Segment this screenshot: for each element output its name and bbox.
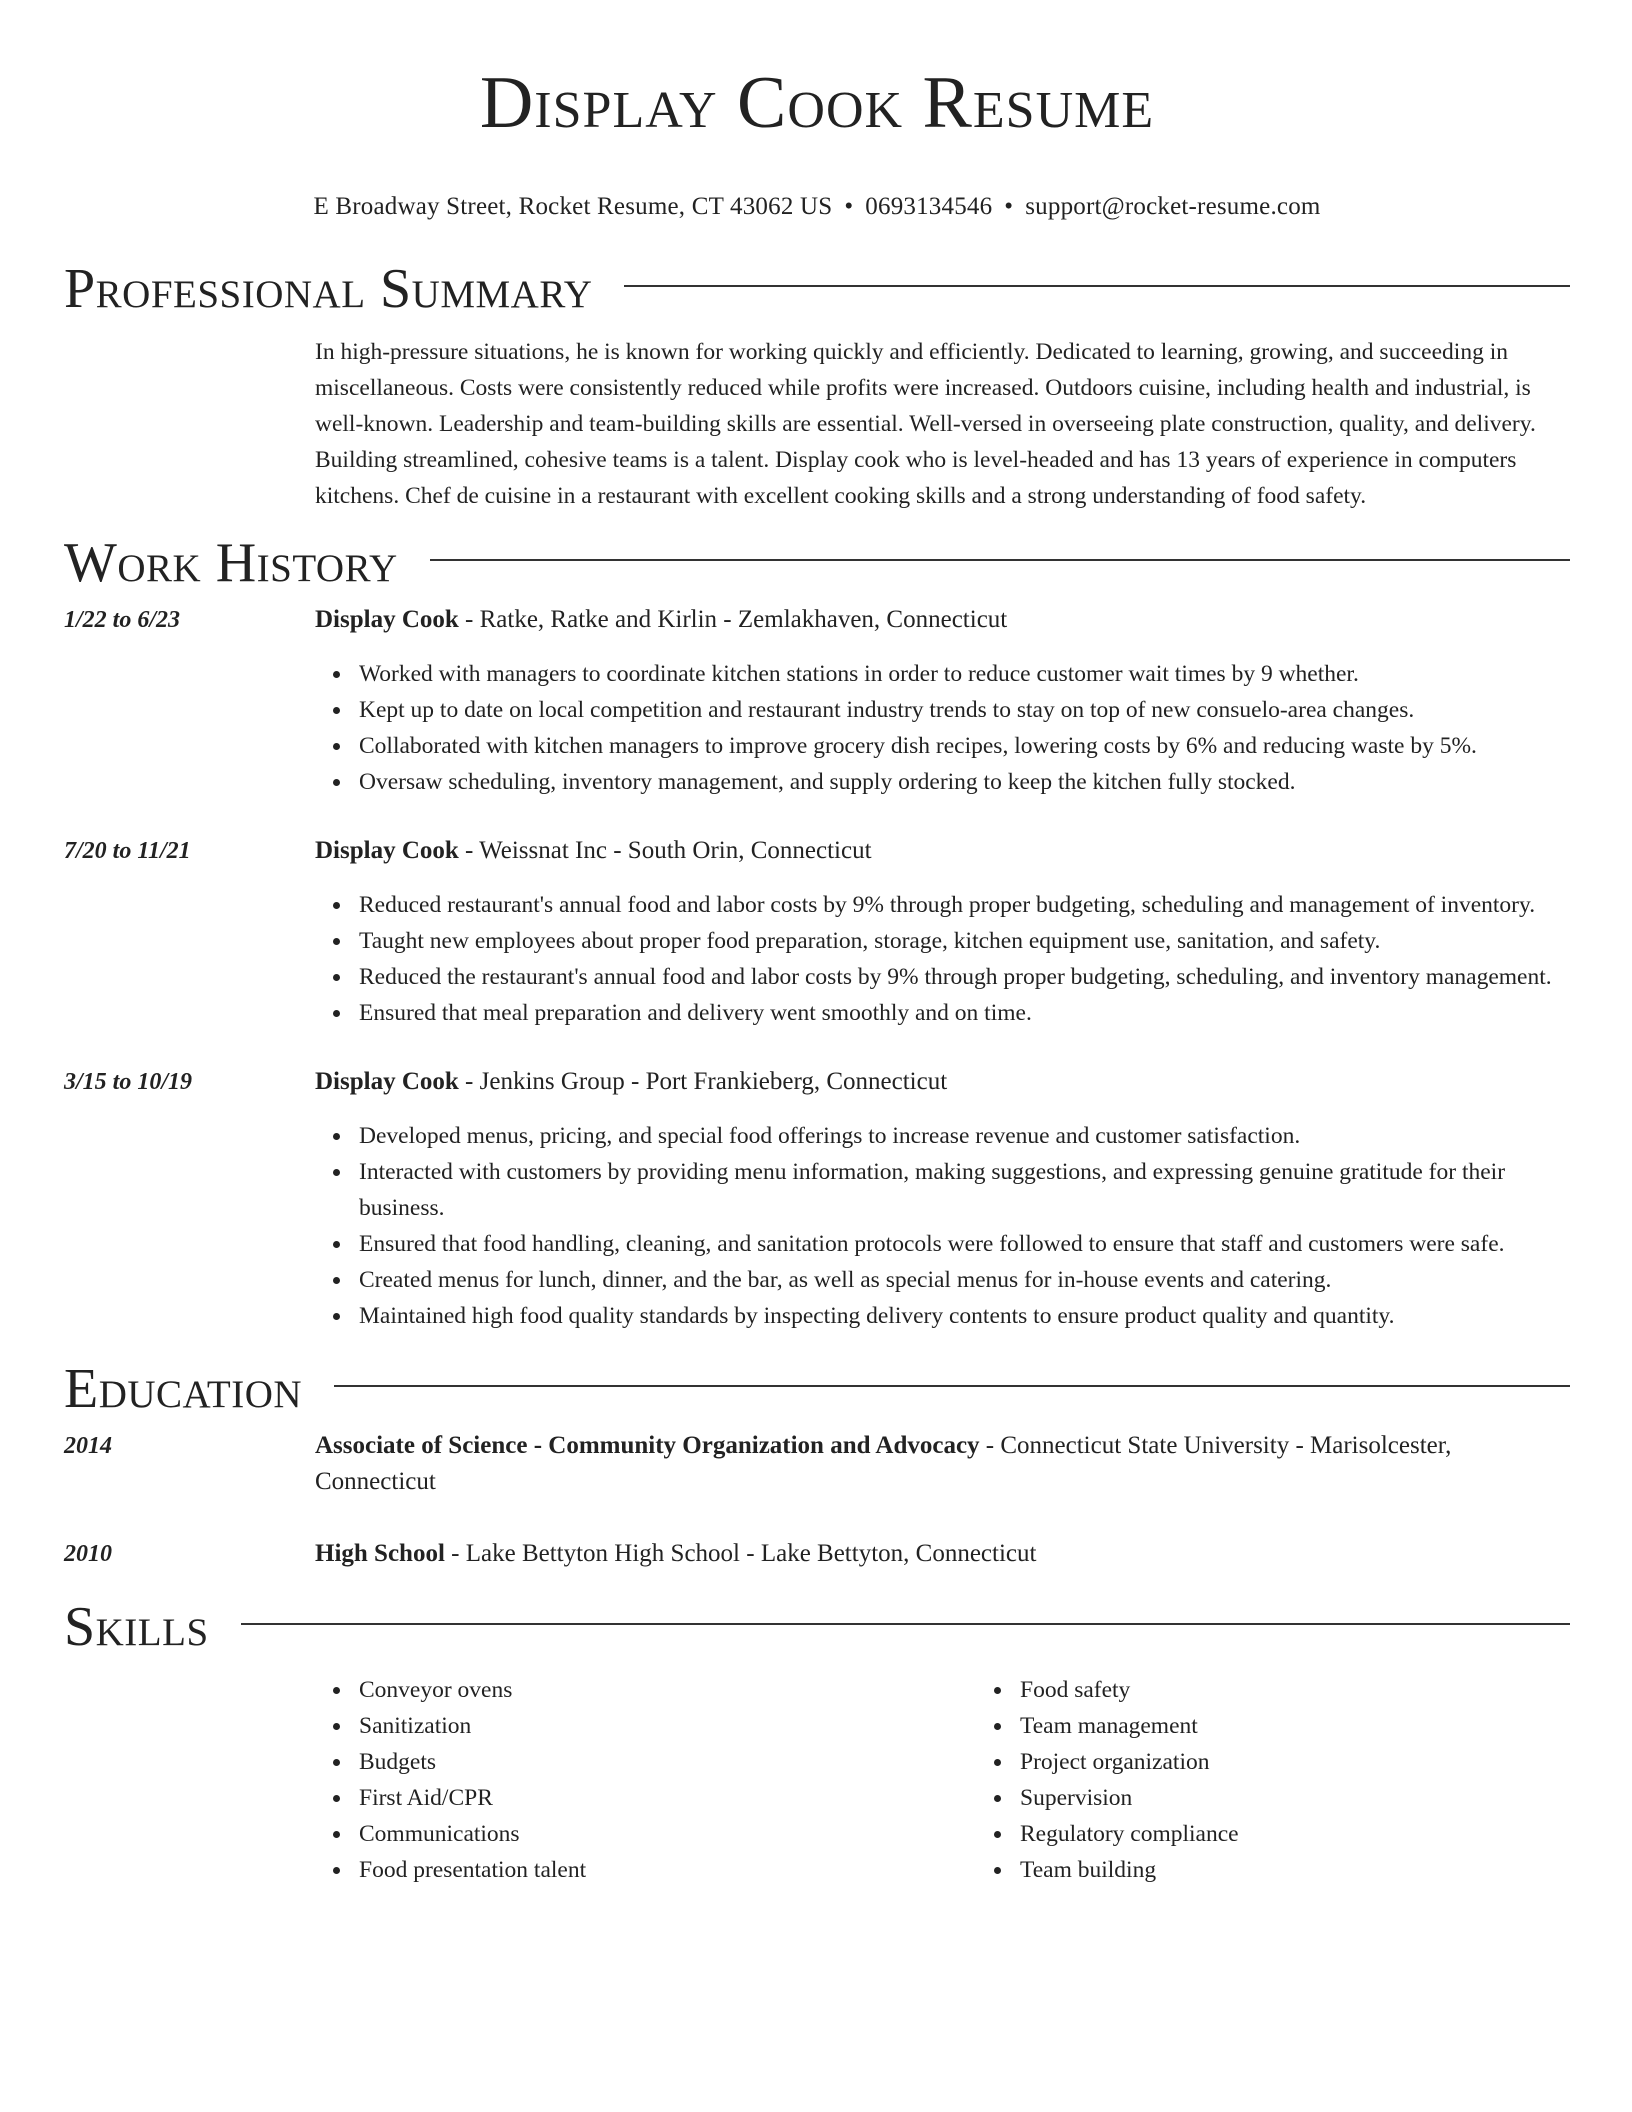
skill-item: Food presentation talent	[359, 1852, 976, 1888]
education-line	[315, 1536, 1570, 1572]
job-employer-location: - Jenkins Group - Port Frankieberg, Connecticut	[458, 1068, 948, 1095]
job-title: Display Cook	[315, 606, 459, 633]
job-bullets-row	[64, 1118, 1570, 1334]
contact-address: E Broadway Street, Rocket Resume, CT 43062 US	[313, 193, 833, 220]
list-item: Ensured that meal preparation and delivery went smoothly and on time.	[359, 995, 1570, 1031]
skill-item: Team management	[1020, 1708, 1570, 1744]
contact-separator: •	[1004, 193, 1014, 220]
list-item: Taught new employees about proper food preparation, storage, kitchen equipment use, sanitation, and safety.	[359, 923, 1570, 959]
skill-item: Budgets	[359, 1744, 976, 1780]
education-school: - Lake Bettyton High School - Lake Bettyton, Connecticut	[444, 1540, 1037, 1567]
education-line	[315, 1428, 1570, 1500]
list-item: Kept up to date on local competition and restaurant industry trends to stay on top of new consuelo-area changes.	[359, 692, 1570, 728]
job-title: Display Cook	[315, 1068, 459, 1095]
job-bullets	[315, 887, 1570, 1031]
summary-section-header	[64, 254, 1570, 324]
list-item: Maintained high food quality standards by inspecting delivery contents to ensure product quality and quantity.	[359, 1298, 1570, 1334]
job-entry	[64, 833, 1570, 1031]
job-header-row	[64, 833, 1570, 869]
list-item: Reduced restaurant's annual food and labor costs by 9% through proper budgeting, scheduling and management of inventory.	[359, 887, 1570, 923]
job-title-line	[315, 833, 1570, 869]
skill-item: Supervision	[1020, 1780, 1570, 1816]
job-bullets	[315, 656, 1570, 800]
job-header-row	[64, 602, 1570, 638]
skill-item: First Aid/CPR	[359, 1780, 976, 1816]
work-heading: Work History	[64, 532, 398, 594]
skill-item: Team building	[1020, 1852, 1570, 1888]
education-heading: Education	[64, 1358, 303, 1420]
job-title-line	[315, 602, 1570, 638]
skill-item: Regulatory compliance	[1020, 1816, 1570, 1852]
work-section-header	[64, 528, 1570, 598]
job-dates: 7/20 to 11/21	[64, 838, 191, 864]
section-divider	[430, 559, 1570, 561]
contact-separator: •	[844, 193, 854, 220]
education-school: - Connecticut State University - Marisolcester, Connecticut	[315, 1432, 1452, 1495]
education-degree: Associate of Science - Community Organization and Advocacy	[315, 1432, 980, 1459]
summary-text: In high-pressure situations, he is known for working quickly and efficiently. Dedicated to learning, growing, and succeeding in miscellaneous. Costs were consistently reduced while profits were increased. Outdoors cuisine, including health and industrial, is well-known. Leadership and team-building skills are essential. Well-versed in overseeing plate construction, quality, and delivery. Building streamlined, cohesive teams is a talent. Display cook who is level-headed and has 13 years of experience in computers kitchens. Chef de cuisine in a restaurant with excellent cooking skills and a strong understanding of food safety.	[315, 339, 1536, 509]
list-item: Reduced the restaurant's annual food and labor costs by 9% through proper budgeting, scheduling, and inventory management.	[359, 959, 1570, 995]
skills-heading: Skills	[64, 1596, 209, 1658]
job-bullets-row	[64, 656, 1570, 800]
list-item: Collaborated with kitchen managers to improve grocery dish recipes, lowering costs by 6% and reducing waste by 5%.	[359, 728, 1570, 764]
skills-column-right	[976, 1672, 1570, 1888]
job-entry	[64, 1064, 1570, 1334]
job-bullets-row	[64, 887, 1570, 1031]
skill-item: Project organization	[1020, 1744, 1570, 1780]
job-title: Display Cook	[315, 837, 459, 864]
section-divider	[334, 1385, 1570, 1387]
job-employer-location: - Ratke, Ratke and Kirlin - Zemlakhaven, Connecticut	[458, 606, 1008, 633]
list-item: Worked with managers to coordinate kitchen stations in order to reduce customer wait times by 9 whether.	[359, 656, 1570, 692]
skill-item: Conveyor ovens	[359, 1672, 976, 1708]
education-section-header	[64, 1354, 1570, 1424]
skill-item: Food safety	[1020, 1672, 1570, 1708]
education-entry	[64, 1536, 1570, 1572]
job-dates: 3/15 to 10/19	[64, 1069, 193, 1095]
job-title-line	[315, 1064, 1570, 1100]
job-header-row	[64, 1064, 1570, 1100]
education-year: 2014	[64, 1433, 112, 1459]
job-bullets	[315, 1118, 1570, 1334]
job-dates: 1/22 to 6/23	[64, 607, 181, 633]
skills-section-header	[64, 1592, 1570, 1662]
education-year: 2010	[64, 1541, 112, 1567]
section-divider	[241, 1623, 1570, 1625]
resume-title: Display Cook Resume	[479, 62, 1155, 144]
skill-item: Sanitization	[359, 1708, 976, 1744]
list-item: Developed menus, pricing, and special food offerings to increase revenue and customer satisfaction.	[359, 1118, 1570, 1154]
section-divider	[624, 285, 1570, 287]
list-item: Oversaw scheduling, inventory management, and supply ordering to keep the kitchen fully stocked.	[359, 764, 1570, 800]
contact-line	[64, 190, 1570, 224]
summary-heading: Professional Summary	[64, 258, 593, 320]
job-entry	[64, 602, 1570, 800]
list-item: Ensured that food handling, cleaning, and sanitation protocols were followed to ensure that staff and customers were safe.	[359, 1226, 1570, 1262]
education-degree: High School	[315, 1540, 445, 1567]
education-entry	[64, 1428, 1570, 1500]
skill-item: Communications	[359, 1816, 976, 1852]
contact-email: support@rocket-resume.com	[1025, 193, 1321, 220]
list-item: Created menus for lunch, dinner, and the bar, as well as special menus for in-house events and catering.	[359, 1262, 1570, 1298]
list-item: Interacted with customers by providing menu information, making suggestions, and expressing genuine gratitude for their business.	[359, 1154, 1570, 1226]
contact-phone: 0693134546	[865, 193, 993, 220]
job-employer-location: - Weissnat Inc - South Orin, Connecticut	[458, 837, 872, 864]
skills-column-left	[315, 1672, 976, 1888]
skills-list	[64, 1672, 1570, 1888]
